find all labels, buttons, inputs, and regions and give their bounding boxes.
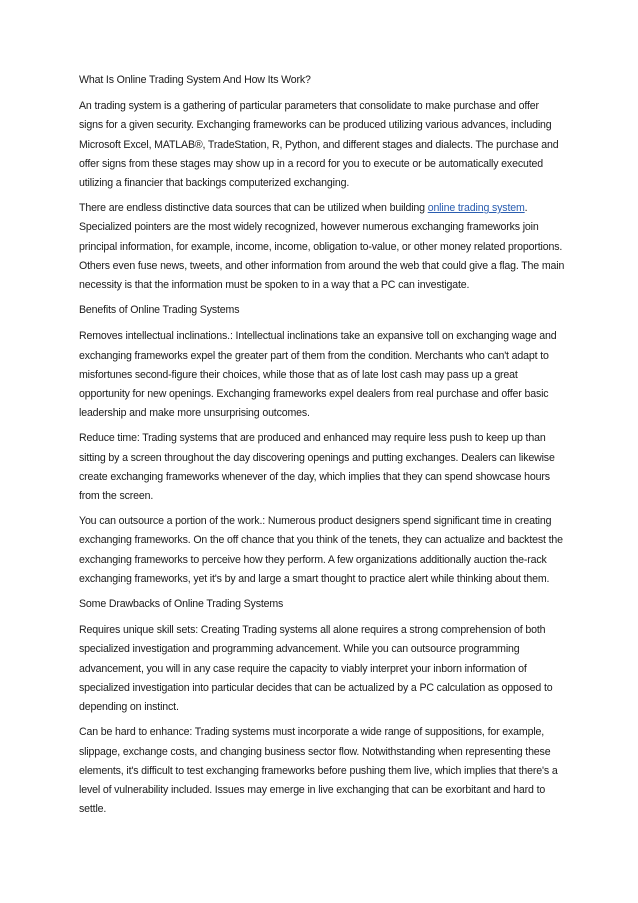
intro-paragraph: An trading system is a gathering of particular parameters that consolidate to make purchase and offer signs for a given security. Exchanging frameworks can be produced utilizing various advances, including Microsoft Excel, MATLAB®, TradeStation, R, Python, and different stages and dialects. The purchase and offer signs from these stages may show up in a record for you to execute or be automatically executed utilizing a financier that backings computerized exchanging. — [79, 100, 559, 190]
benefit-paragraph-outsource: You can outsource a portion of the work.: Numerous product designers spend significant time in creating exchanging frameworks. On the off chance that you think of the tenets, they can actualize and backtest the exchanging frameworks to perceive how they perform. A few organizations additionally auction the-rack exchanging frameworks, yet it's by and large a smart thought to practice alert while thinking about them. — [79, 515, 563, 585]
benefit-paragraph-reduce-time: Reduce time: Trading systems that are produced and enhanced may require less push to keep up than sitting by a screen throughout the day discovering openings and putting exchanges. Dealers can likewise create exchanging frameworks whenever of the day, which implies that they can spend showcase hours from the screen. — [79, 432, 555, 503]
benefit-paragraph-removes-inclinations: Removes intellectual inclinations.: Intellectual inclinations take an expansive toll on exchanging wage and exchanging frameworks expel the greater part of them from the condition. Merchants who can't adapt to misfortunes second-figure their choices, while those that as of late lost cash may pass up a great opportunity for new openings. Exchanging frameworks expel dealers from real purchase and offer basic leadership and make more unsurprising outcomes. — [79, 330, 557, 420]
drawback-paragraph-skill-sets: Requires unique skill sets: Creating Trading systems all alone requires a strong comprehension of both specialized investigation and programming advancement. While you can outsource programming advancement, you will in any case require the capacity to viably interpret your inborn information of specialized investigation into particular decides that can be actualized by a PC calculation as opposed to depending on instinct. — [79, 624, 553, 714]
document-body — [79, 71, 565, 825]
document-title: What Is Online Trading System And How Its Work? — [79, 74, 311, 86]
data-sources-text-before-link: There are endless distinctive data sources that can be utilized when building — [79, 202, 428, 215]
drawback-paragraph-hard-to-enhance: Can be hard to enhance: Trading systems must incorporate a wide range of suppositions, for example, slippage, exchange costs, and changing business sector flow. Notwithstanding when representing these elements, it's difficult to test exchanging frameworks before pushing them live, which implies that there's a level of vulnerability included. Issues may emerge in live exchanging that can be exorbitant and hard to settle. — [79, 726, 558, 816]
online-trading-system-link[interactable]: online trading system — [427, 202, 525, 215]
drawbacks-heading: Some Drawbacks of Online Trading Systems — [79, 598, 284, 611]
data-sources-paragraph — [79, 199, 565, 295]
benefits-heading: Benefits of Online Trading Systems — [79, 304, 240, 317]
data-sources-text-after-link: . Specialized pointers are the most widely recognized, however numerous exchanging frameworks join principal information, for example, income, income, obligation to-value, or other money related proportions. Others even fuse news, tweets, and other information from around the web that could give a flag. The main necessity is that the information must be spoken to in a way that a PC can investigate. — [79, 202, 565, 292]
